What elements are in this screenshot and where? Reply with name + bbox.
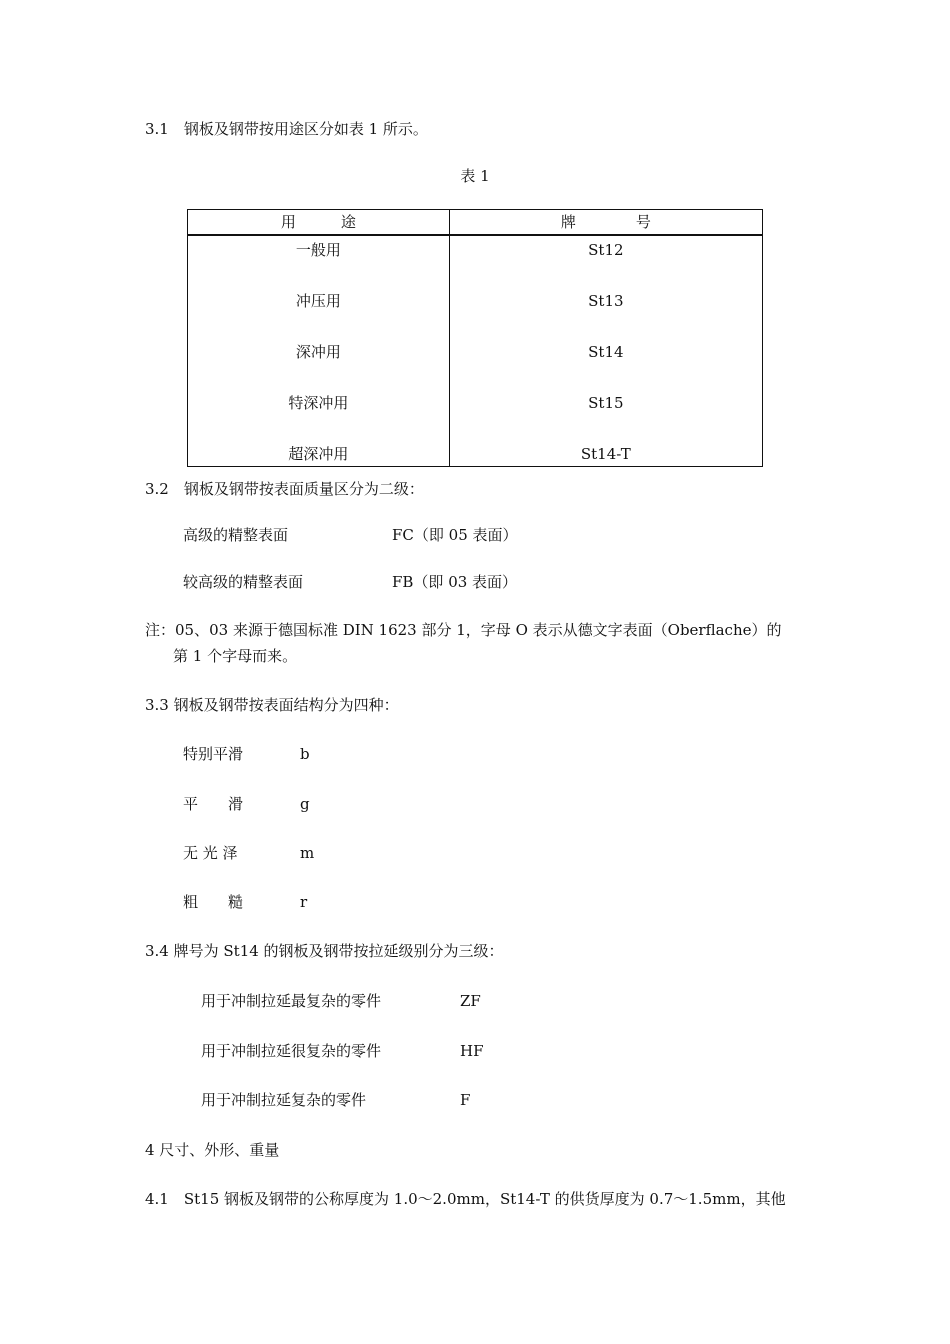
section-3-2-heading: 3.2 钢板及钢带按表面质量区分为二级： [145, 480, 424, 498]
cell-grade: St14-T [449, 440, 762, 467]
surface-structure-label: 粗 糙 [183, 893, 244, 911]
surface-quality-label: 高级的精整表面 [183, 526, 289, 544]
section-3-4-heading: 3.4 牌号为 St14 的钢板及钢带按拉延级别分为三级： [145, 942, 504, 960]
usage-grade-table [187, 209, 763, 467]
cell-usage: 冲压用 [188, 287, 450, 338]
surface-structure-code: g [300, 795, 310, 813]
surface-quality-label: 较高级的精整表面 [183, 573, 304, 591]
cell-usage: 超深冲用 [188, 440, 450, 467]
header-grade: 牌 号 [449, 210, 762, 236]
cell-grade: St13 [449, 287, 762, 338]
cell-usage: 一般用 [188, 235, 450, 287]
table-caption: 表 1 [460, 167, 490, 185]
note-line-1: 注：05、03 来源于德国标准 DIN 1623 部分 1，字母 O 表示从德文字表面（Oberflache）的 [145, 621, 782, 639]
cell-grade: St15 [449, 389, 762, 440]
cell-usage: 特深冲用 [188, 389, 450, 440]
drawing-grade-label: 用于冲制拉延最复杂的零件 [201, 992, 382, 1010]
drawing-grade-label: 用于冲制拉延很复杂的零件 [201, 1042, 382, 1060]
cell-usage: 深冲用 [188, 338, 450, 389]
table-header-row [188, 210, 763, 236]
cell-grade: St14 [449, 338, 762, 389]
drawing-grade-label: 用于冲制拉延复杂的零件 [201, 1091, 367, 1109]
section-3-3-heading: 3.3 钢板及钢带按表面结构分为四种： [145, 696, 399, 714]
surface-structure-code: r [300, 893, 308, 911]
drawing-grade-code: ZF [460, 992, 481, 1010]
section-3-1-text: 3.1 钢板及钢带按用途区分如表 1 所示。 [145, 120, 428, 138]
cell-grade: St12 [449, 235, 762, 287]
table-row [188, 287, 763, 338]
table-row [188, 235, 763, 287]
surface-structure-label: 特别平滑 [183, 745, 244, 763]
drawing-grade-code: HF [460, 1042, 484, 1060]
section-4-heading: 4 尺寸、外形、重量 [145, 1141, 280, 1159]
surface-structure-label: 无 光 泽 [183, 844, 238, 862]
surface-structure-label: 平 滑 [183, 795, 244, 813]
table-row [188, 440, 763, 467]
surface-quality-code: FB（即 03 表面） [392, 573, 518, 591]
surface-structure-code: b [300, 745, 310, 763]
table-row [188, 389, 763, 440]
note-line-2: 第 1 个字母而来。 [173, 647, 298, 665]
surface-quality-code: FC（即 05 表面） [392, 526, 518, 544]
table-row [188, 338, 763, 389]
drawing-grade-code: F [460, 1091, 471, 1109]
header-usage: 用 途 [188, 210, 450, 236]
section-4-1-text: 4.1 St15 钢板及钢带的公称厚度为 1.0～2.0mm，St14-T 的供货厚度为 0.7～1.5mm，其他 [145, 1190, 786, 1208]
surface-structure-code: m [300, 844, 315, 862]
